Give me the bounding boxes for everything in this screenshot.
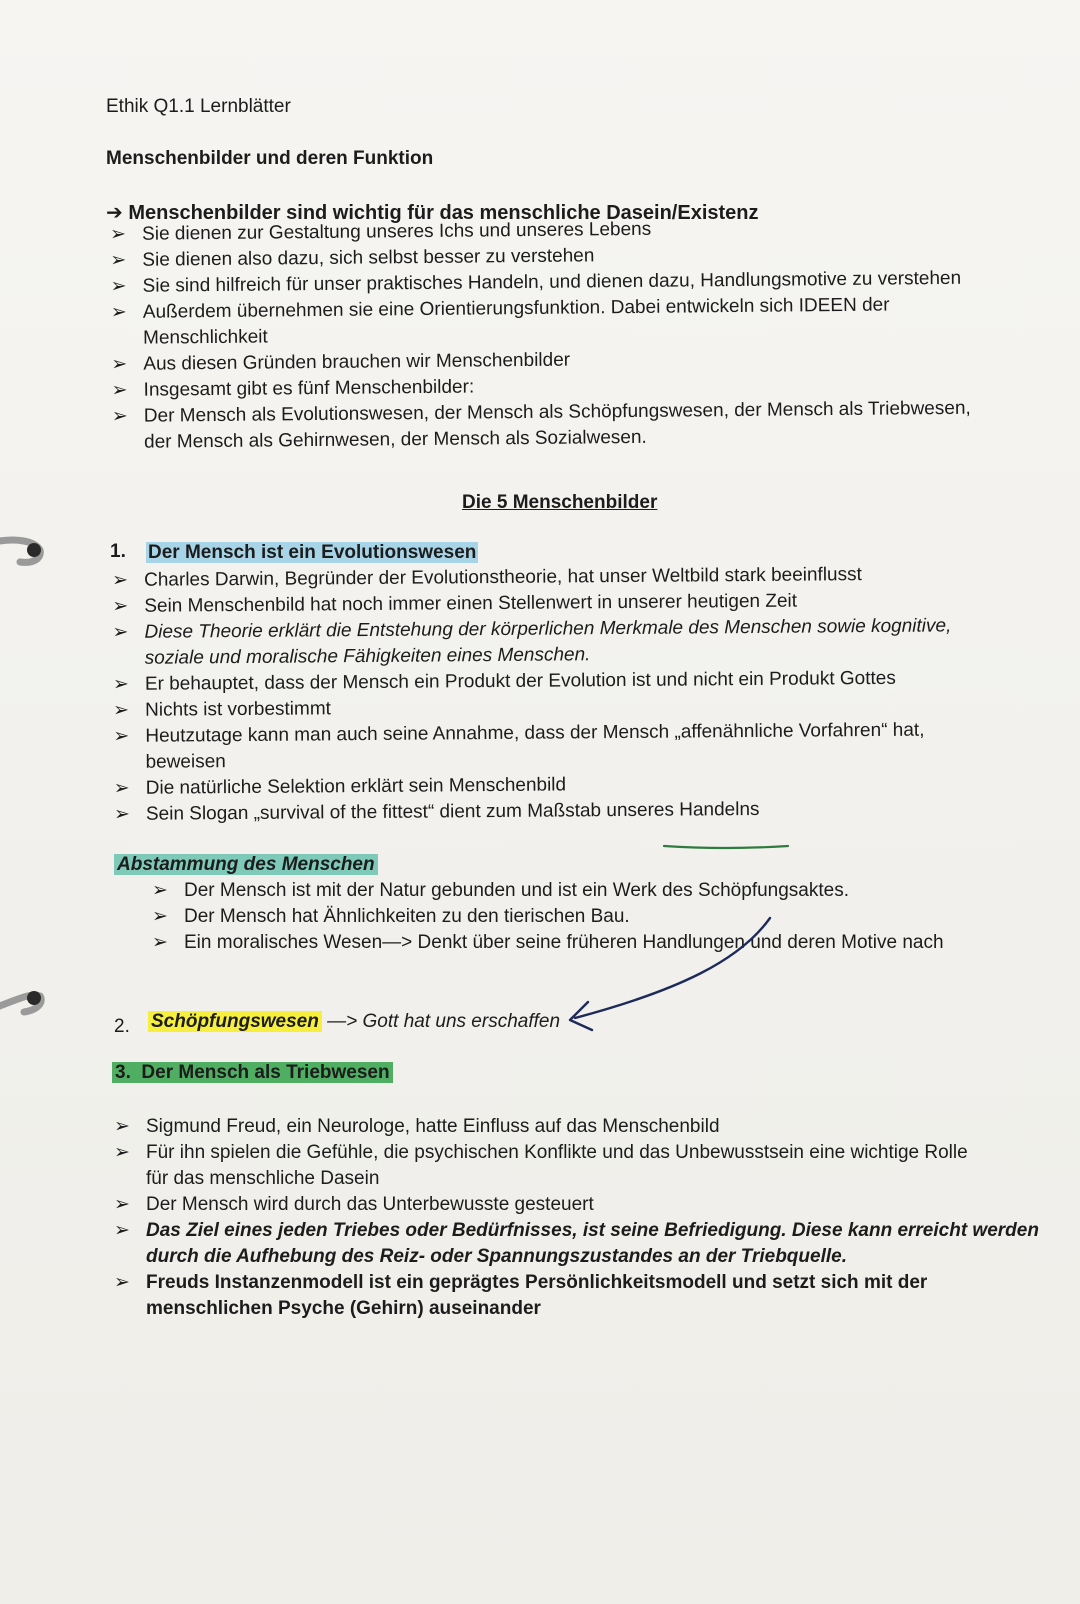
list-item: ➢ Für ihn spielen die Gefühle, die psychischen Konflikte und das Unbewusstsein eine wichtige Rolle: [114, 1140, 1039, 1166]
list-item-continuation: soziale und moralische Fähigkeiten eines Menschen.: [144, 644, 591, 669]
list-item: ➢ Sie sind hilfreich für unser praktisches Handeln, und dienen dazu, Handlungsmotive zu verstehen: [110, 266, 969, 300]
bullet-arrow-icon: ➢: [112, 621, 129, 643]
trieb-number: 3.: [115, 1062, 131, 1083]
list-item: ➢ Heutzutage kann man auch seine Annahme, dass der Mensch „affenähnliche Vorfahren“ hat,: [113, 717, 952, 750]
intro-lead-text: Menschenbilder sind wichtig für das menschliche Dasein/Existenz: [128, 202, 759, 224]
list-item: ➢ Das Ziel eines jeden Triebes oder Bedürfnisses, ist seine Befriedigung. Diese kann erreicht werden: [114, 1218, 1039, 1244]
list-item: ➢ Er behauptet, dass der Mensch ein Produkt der Evolution ist und nicht ein Produkt Gottes: [113, 665, 952, 698]
bullet-arrow-icon: ➢: [110, 249, 127, 271]
list-item: ➢ Aus diesen Gründen brauchen wir Menschenbilder: [111, 344, 970, 378]
intro-bullet-list: [110, 214, 971, 456]
bullet-arrow-icon: ➢: [110, 275, 127, 297]
list-item: ➢ Freuds Instanzenmodell ist ein geprägtes Persönlichkeitsmodell und setzt sich mit der: [114, 1270, 1039, 1296]
bullet-arrow-icon: ➢: [110, 301, 127, 323]
bullet-arrow-icon: ➢: [114, 1116, 130, 1137]
bullet-arrow-icon: ➢: [152, 880, 168, 901]
abstammung-heading: Abstammung des Menschen: [114, 853, 378, 877]
list-item: ➢ Sie dienen zur Gestaltung unseres Ichs und unseres Lebens: [110, 214, 969, 248]
list-item: ➢ Sein Menschenbild hat noch immer einen Stellenwert in unserer heutigen Zeit: [112, 587, 951, 620]
binder-ring-icon: [0, 528, 52, 572]
list-item: ➢ Diese Theorie erklärt die Entstehung der körperlichen Merkmale des Menschen sowie kognitive,: [112, 613, 951, 646]
bullet-arrow-icon: ➢: [112, 673, 129, 695]
list-item: ➢ Ein moralisches Wesen—> Denkt über seine früheren Handlungen und deren Motive nach: [152, 930, 944, 956]
bullet-arrow-icon: ➢: [114, 1220, 130, 1241]
bullet-arrow-icon: ➢: [114, 1142, 130, 1163]
bullet-arrow-icon: ➢: [113, 803, 130, 825]
list-item: ➢ Nichts ist vorbestimmt: [113, 691, 952, 724]
schoepfung-line: [148, 1010, 560, 1034]
bullet-arrow-icon: ➢: [152, 932, 168, 953]
binder-ring-icon: [0, 978, 52, 1022]
list-item: ➢ Die natürliche Selektion erklärt sein Menschenbild: [114, 769, 953, 802]
list-item-continuation: beweisen: [145, 751, 226, 773]
bullet-arrow-icon: ➢: [111, 379, 128, 401]
list-item-continuation: menschlichen Psyche (Gehirn) auseinander: [146, 1298, 541, 1319]
schoepfung-heading: Schöpfungswesen: [148, 1011, 322, 1032]
list-item: ➢ Sie dienen also dazu, sich selbst besser zu verstehen: [110, 240, 969, 274]
bullet-arrow-icon: ➢: [110, 223, 127, 245]
bullet-arrow-icon: ➢: [152, 906, 168, 927]
bullet-arrow-icon: ➢: [114, 1194, 130, 1215]
list-item: ➢ Sein Slogan „survival of the fittest“ dient zum Maßstab unseres Handelns: [114, 795, 953, 828]
list-item: ➢ Sigmund Freud, ein Neurologe, hatte Einfluss auf das Menschenbild: [114, 1114, 1039, 1140]
green-underline: [664, 846, 788, 848]
bullet-arrow-icon: ➢: [112, 569, 129, 591]
trieb-heading-line: [112, 1061, 393, 1085]
section-title: Die 5 Menschenbilder: [462, 492, 658, 513]
list-item-continuation: für das menschliche Dasein: [146, 1168, 380, 1189]
bullet-arrow-icon: ➢: [113, 699, 130, 721]
schoepfung-number: 2.: [114, 1016, 130, 1037]
schoepfung-text: —> Gott hat uns erschaffen: [321, 1011, 561, 1032]
bullet-arrow-icon: ➢: [112, 595, 129, 617]
bullet-arrow-icon: ➢: [114, 1272, 130, 1293]
list-item: ➢ Insgesamt gibt es fünf Menschenbilder:: [111, 370, 970, 404]
list-item-continuation: Menschlichkeit: [143, 326, 268, 349]
evolution-bullet-list: [112, 561, 953, 828]
list-item-continuation: durch die Aufhebung des Reiz- oder Spannungszustandes an der Triebquelle.: [146, 1246, 847, 1267]
arrow-right-icon: ➔: [106, 202, 123, 224]
list-item: ➢ Der Mensch ist mit der Natur gebunden und ist ein Werk des Schöpfungsaktes.: [152, 878, 944, 904]
bullet-arrow-icon: ➢: [111, 405, 128, 427]
bullet-arrow-icon: ➢: [113, 777, 130, 799]
evolution-number: 1.: [110, 541, 126, 562]
trieb-bullet-list: [114, 1114, 1039, 1322]
bullet-arrow-icon: ➢: [113, 725, 130, 747]
ink-arrowhead-icon: [570, 1002, 592, 1030]
bullet-arrow-icon: ➢: [111, 353, 128, 375]
page-subtitle: Menschenbilder und deren Funktion: [106, 148, 434, 169]
evolution-heading: Der Mensch ist ein Evolutionswesen: [148, 542, 477, 563]
list-item-continuation: der Mensch als Gehirnwesen, der Mensch als Sozialwesen.: [144, 426, 647, 453]
list-item: ➢ Der Mensch als Evolutionswesen, der Mensch als Schöpfungswesen, der Mensch als Triebwesen,: [112, 396, 971, 430]
list-item: ➢ Außerdem übernehmen sie eine Orientierungsfunktion. Dabei entwickeln sich IDEEN der: [111, 292, 970, 326]
abstammung-bullet-list: [152, 878, 944, 956]
trieb-heading: Der Mensch als Triebwesen: [141, 1062, 390, 1083]
page-title: Ethik Q1.1 Lernblätter: [106, 96, 291, 117]
list-item: ➢ Der Mensch wird durch das Unterbewusste gesteuert: [114, 1192, 1039, 1218]
list-item: ➢ Der Mensch hat Ähnlichkeiten zu den tierischen Bau.: [152, 904, 944, 930]
list-item: ➢ Charles Darwin, Begründer der Evolutionstheorie, hat unser Weltbild stark beeinflusst: [112, 561, 951, 594]
